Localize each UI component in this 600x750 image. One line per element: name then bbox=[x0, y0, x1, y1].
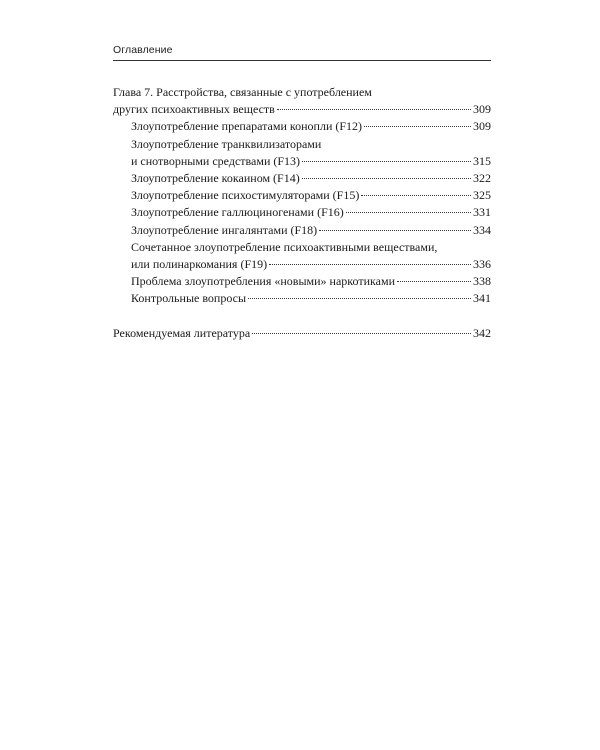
toc-page-number: 322 bbox=[473, 171, 491, 186]
dot-leader bbox=[361, 195, 471, 196]
toc-entry-polydrug bbox=[113, 239, 491, 273]
toc-entry-title: Злоупотребление препаратами конопли (F12) bbox=[131, 119, 363, 134]
dot-leader bbox=[302, 178, 471, 179]
toc-entry bbox=[113, 101, 491, 118]
toc-entry-tranquilizers bbox=[113, 136, 491, 170]
toc-page-number: 325 bbox=[473, 188, 491, 203]
header-rule bbox=[113, 60, 491, 61]
dot-leader bbox=[277, 109, 471, 110]
toc-entry-title-line1: Сочетанное злоупотребление психоактивными веществами, bbox=[131, 239, 438, 254]
toc-entry-inhalants bbox=[113, 222, 491, 239]
toc-entry bbox=[131, 153, 491, 170]
toc-page-number: 315 bbox=[473, 153, 491, 168]
toc-entry-cannabis bbox=[113, 118, 491, 135]
toc-entry-hallucinogens bbox=[113, 204, 491, 221]
toc-entry-title: Злоупотребление галлюциногенами (F16) bbox=[131, 205, 344, 220]
toc-chapter-7 bbox=[113, 84, 491, 118]
running-head-title: Оглавление bbox=[113, 44, 173, 56]
dot-leader bbox=[302, 161, 471, 162]
dot-leader bbox=[252, 333, 471, 334]
dot-leader bbox=[319, 230, 471, 231]
toc-entry-title: или полинаркомания (F19) bbox=[131, 257, 268, 272]
dot-leader bbox=[364, 126, 471, 127]
toc-entry-title: Злоупотребление психостимуляторами (F15) bbox=[131, 188, 360, 203]
toc-entry-new-drugs bbox=[113, 273, 491, 290]
toc-page-number: 309 bbox=[473, 102, 491, 117]
toc-page-number: 334 bbox=[473, 222, 491, 237]
table-of-contents bbox=[113, 84, 491, 342]
toc-entry-title-line1: Глава 7. Расстройства, связанные с употреблением bbox=[113, 85, 372, 99]
toc-entry-title: Злоупотребление ингалянтами (F18) bbox=[131, 222, 318, 237]
toc-page-number: 336 bbox=[473, 257, 491, 272]
toc-page-number: 338 bbox=[473, 274, 491, 289]
toc-entry-title: других психоактивных веществ bbox=[113, 102, 275, 117]
toc-page-number: 341 bbox=[473, 291, 491, 306]
toc-entry-title: Злоупотребление кокаином (F14) bbox=[131, 171, 300, 186]
toc-entry-psychostimulants bbox=[113, 187, 491, 204]
toc-page-number: 342 bbox=[473, 325, 491, 340]
dot-leader bbox=[397, 281, 471, 282]
toc-entry-title: Рекомендуемая литература bbox=[113, 325, 251, 340]
toc-entry-cocaine bbox=[113, 170, 491, 187]
toc-entry-literature bbox=[113, 325, 491, 342]
dot-leader bbox=[346, 212, 471, 213]
toc-entry-title-line1: Злоупотребление транквилизаторами bbox=[131, 136, 322, 151]
toc-entry-title: Проблема злоупотребления «новыми» наркотиками bbox=[131, 274, 395, 289]
toc-page-number: 309 bbox=[473, 119, 491, 134]
toc-page-number: 331 bbox=[473, 205, 491, 220]
toc-entry-title: Контрольные вопросы bbox=[131, 291, 247, 306]
toc-entry-title: и снотворными средствами (F13) bbox=[131, 153, 301, 168]
dot-leader bbox=[269, 264, 471, 265]
toc-entry-control-questions bbox=[113, 290, 491, 307]
toc-entry bbox=[131, 256, 491, 273]
spacer bbox=[113, 308, 491, 325]
dot-leader bbox=[248, 298, 471, 299]
